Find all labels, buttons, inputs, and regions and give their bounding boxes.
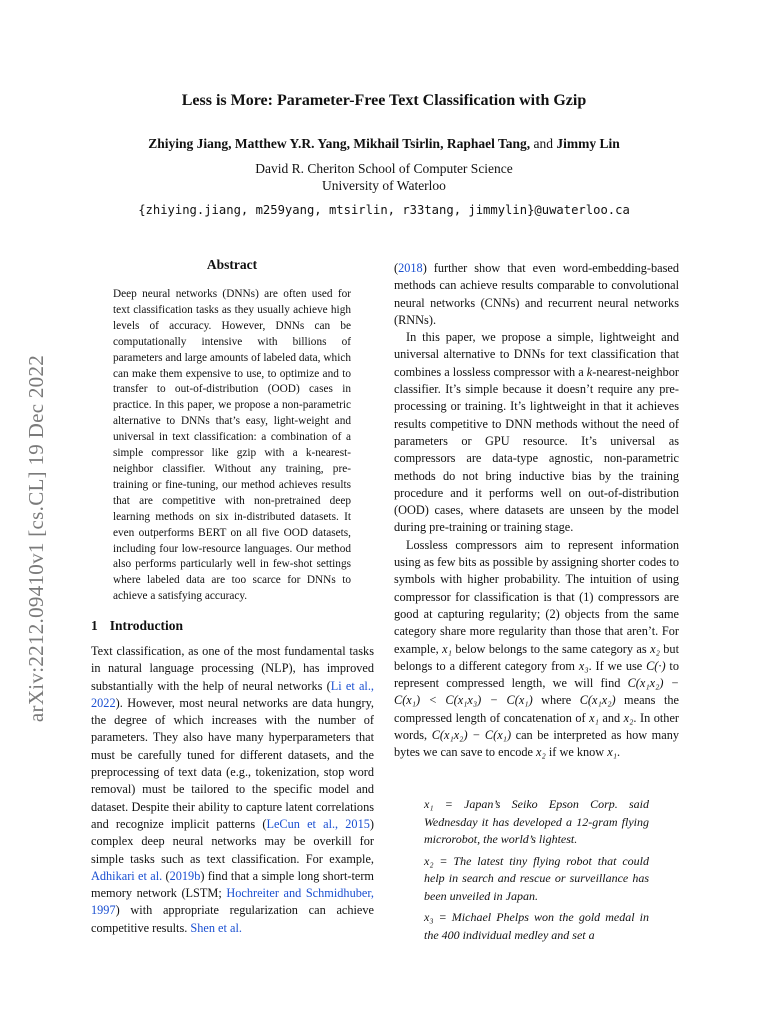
author-emails: {zhiying.jiang, m259yang, mtsirlin, r33tang, jimmylin}@uwaterloo.ca [138,203,630,217]
text-run: ). However, most neural networks are data hungry, the degree of which increases with the number of parameters. They also have many hyperparameters that must be carefully tuned for different datasets, and the preprocessing of text data (e.g., tokenization, stop word removal) must be tailored to the specific model and dataset. Despite their ability to capture latent correlations and recognize implicit patterns ( [91,695,374,831]
example-variable: x₂ [424,853,434,868]
text-run: and [598,710,624,725]
affiliation-university: University of Waterloo [322,178,446,193]
paper-title: Less is More: Parameter-Free Text Classification with Gzip [181,92,587,109]
arxiv-stamp [22,318,52,758]
author-list [0,136,768,152]
example-variable: x₃ [424,910,434,924]
affiliation [0,160,768,194]
text-run: where [532,693,580,708]
text-run: can be interpreted as how many bytes we can save to encode [394,728,679,760]
text-run: ) find that a simple long short-term memory network (LSTM; [91,868,374,901]
text-run: -nearest-neighbor classifier. It’s simple because it doesn’t require any pre-processing or training. It’s lightweight in that it achieves results competitive to DNN methods without the need of parameters or GPU resource. It’s universal as compressors are data-type agnostic, non-parametric methods do not bring inductive bias by the training procedure and it performs well on out-of-distribution (OOD) cases, where datasets are unseen by the model during pre-training or training stage. [394,364,679,535]
math-x2: x₂ [650,641,660,656]
text-run: ( [162,868,170,883]
math-inequality: C(x₁x₂) − C(x₁) < C(x₁x₃) − C(x₁) [394,676,679,708]
text-run: means the compressed length of concatenation of [394,693,679,725]
example-text: = Michael Phelps won the gold medal in the 400 individual medley and set a [424,910,649,942]
text-run: Lossless compressors aim to represent information using as few bits as possible by assigning shorter codes to symbols with higher probability. The intuition of using compressor for classification is that (1) compressors are good at capturing regularity; (2) objects from the same category share more regularity than those that aren’t. For example, [394,537,679,656]
section-heading-introduction [91,618,183,634]
text-run: . If we use [588,658,647,673]
example-text: = Japan’s Seiko Epson Corp. said Wednesday it has developed a 12-gram flying microrobot, the world’s lightest. [424,797,649,846]
abstract-body: Deep neural networks (DNNs) are often used for text classification tasks as they usually achieve high levels of accuracy. However, DNNs can be computationally intensive with billions of parameters and large amounts of labeled data, which can make them expensive to use, to optimize and to transfer to out-of-distribution (OOD) cases in practice. In this paper, we propose a non-parametric alternative to DNNs that’s easy, light-weight and universal in text classification: a combination of a simple compressor like gzip with a k-nearest-neighbor classifier. Without any training, pre-training or fine-tuning, our method achieves results that are competitive with non-pretrained deep learning methods on six in-distributed datasets. It even outperforms BERT on all five OOD datasets, including four low-resource languages. Our method also performs particularly well in few-shot settings where labeled data are too scarce for DNNs to achieve a satisfying accuracy. [113,288,351,603]
math-x3: x₃ [578,658,589,673]
math-x1: x₁ [442,641,452,656]
example-item [424,909,649,944]
citation-link[interactable]: 2019b [169,868,201,883]
authors-last: Jimmy Lin [556,136,620,151]
text-run: Text classification, as one of the most fundamental tasks in natural language processing (NLP), has improved substantially with the help of neural networks ( [91,644,374,693]
authors-and: and [533,136,553,151]
section-number: 1 [91,618,98,633]
citation-link[interactable]: 2018 [398,261,423,275]
intro-paragraph-2 [394,329,679,537]
authors-main: Zhiying Jiang, Matthew Y.R. Yang, Mikhail Tsirlin, Raphael Tang, [148,136,531,151]
arxiv-stamp-text: arXiv:2212.09410v1 [cs.CL] 19 Dec 2022 [24,354,49,722]
example-variable: x₁ [424,797,434,811]
math-x1: x₁ [589,710,599,725]
text-run: . In other words, [394,710,680,743]
math-x2: x₂ [536,745,546,760]
citation-link[interactable]: Hochreiter and Schmidhuber, 1997 [91,886,374,918]
right-column-body [394,260,679,762]
text-run: below belongs to the same category as [451,641,651,656]
text-run: In this paper, we propose a simple, lightweight and universal alternative to DNNs for text classification that combines a lossless compressor with a [394,330,679,379]
math-x1: x₁ [607,745,617,760]
text-run: if we know [545,745,608,760]
text-run: ) with appropriate regularization can achieve competitive results. [91,903,374,935]
intro-paragraph-1-continued [394,260,679,329]
example-item [424,796,649,849]
math-difference: C(x₁x₂) − C(x₁) [431,728,512,743]
example-sentences [424,796,649,948]
intro-paragraph-1 [91,643,374,937]
text-run: ) further show that even word-embedding-based methods can achieve results comparable to convolutional neural networks (CNNs) and recurrent neural networks (RNNs). [394,261,679,327]
intro-paragraph-3 [394,537,679,762]
text-run: . [617,745,621,760]
citation-link[interactable]: Li et al., 2022 [91,678,374,710]
text-run: to represent compressed length, we will find [394,658,679,691]
citation-link[interactable]: Adhikari et al. [91,868,163,883]
example-text: = The latest tiny flying robot that could help in search and rescue or surveillance has been unveiled in Japan. [424,853,649,903]
math-k: k [586,364,593,379]
affiliation-school: David R. Cheriton School of Computer Science [255,161,513,176]
math-c-dot: C(·) [646,658,666,673]
math-c12: C(x₁x₂) [579,693,616,708]
text-run: but belongs to a different category from [394,641,679,673]
section-title: Introduction [109,618,184,633]
citation-link[interactable]: Shen et al. [190,920,242,935]
example-item [424,853,649,906]
text-run: ) complex deep neural networks may be overkill for simple tasks such as text classification. For example, [91,816,374,866]
citation-link[interactable]: LeCun et al., 2015 [266,816,370,831]
text-run: ( [394,261,399,275]
left-column-body [91,643,374,937]
math-x2: x₂ [623,710,634,725]
abstract-heading: Abstract [206,257,258,272]
